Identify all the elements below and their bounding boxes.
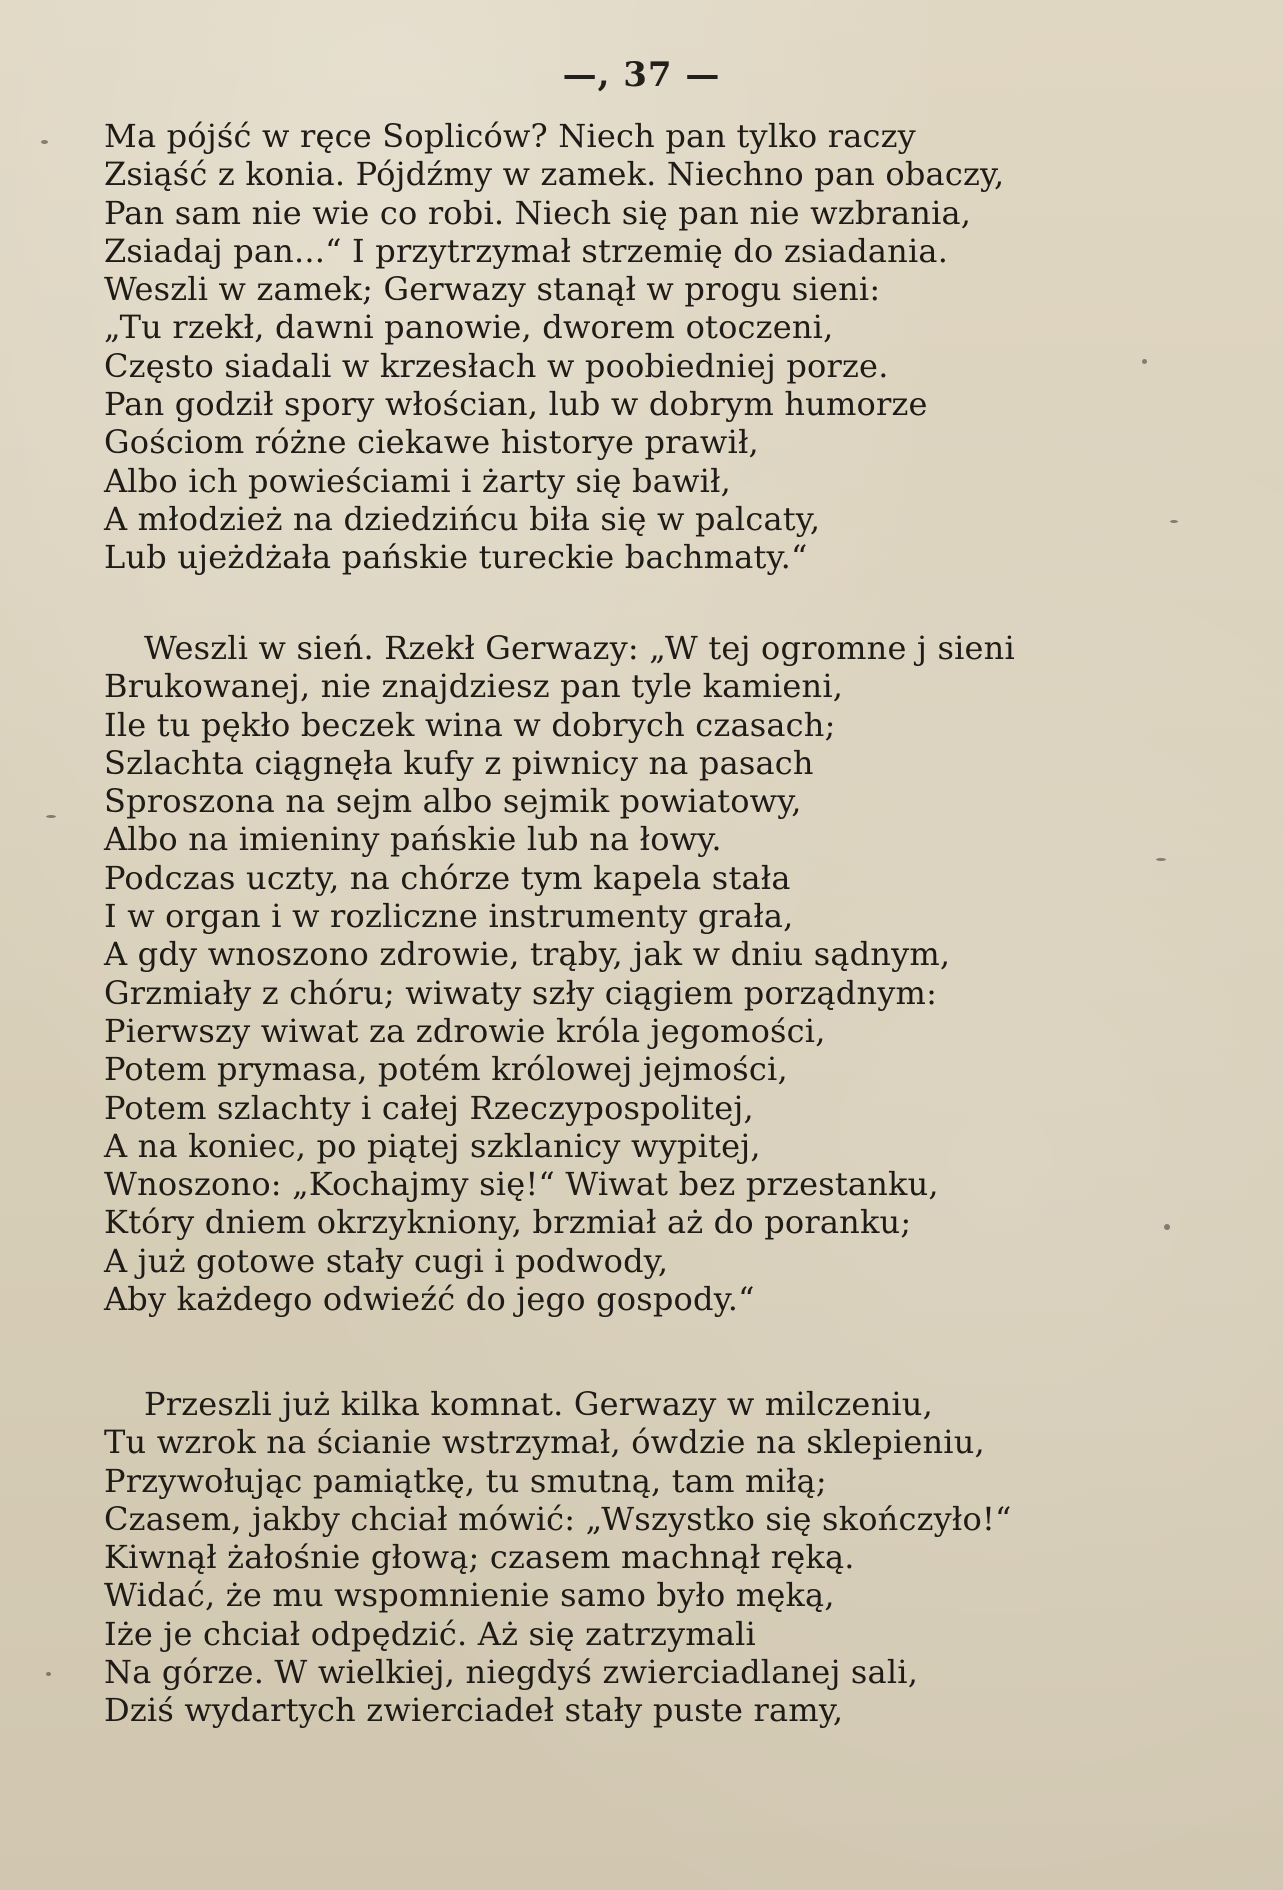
stanza-3 xyxy=(104,1385,1184,1730)
verse-line: Wnoszono: „Kochajmy się!“ Wiwat bez przestanku, xyxy=(104,1165,939,1204)
verse-line: Potem prymasa, potém królowej jejmości, xyxy=(104,1050,788,1089)
verse-line: I w organ i w rozliczne instrumenty grała, xyxy=(104,897,794,936)
ink-speck xyxy=(46,815,56,818)
verse-line: Aby każdego odwieźć do jego gospody.“ xyxy=(104,1280,755,1319)
verse-line: A na koniec, po piątej szklanicy wypitej, xyxy=(104,1126,761,1165)
stanza-1 xyxy=(104,117,1184,577)
verse-line: A gdy wnoszono zdrowie, trąby, jak w dniu sądnym, xyxy=(104,935,951,974)
verse-line: Weszli w zamek; Gerwazy stanął w progu sieni: xyxy=(104,270,881,309)
verse-line: Często siadali w krzesłach w poobiedniej porze. xyxy=(104,346,889,385)
verse-line: Czasem, jakby chciał mówić: „Wszystko się skończyło!“ xyxy=(104,1499,1012,1538)
verse-line: A młodzież na dziedzińcu biła się w palcaty, xyxy=(104,499,821,538)
verse-line: Zsiąść z konia. Pójdźmy w zamek. Niechno pan obaczy, xyxy=(104,155,1005,194)
verse-line: „Tu rzekł, dawni panowie, dworem otoczeni, xyxy=(104,308,834,347)
verse-line: Pan sam nie wie co robi. Niech się pan nie wzbrania, xyxy=(104,193,972,232)
verse-line: Weszli w sień. Rzekł Gerwazy: „W tej ogromne j sieni xyxy=(144,629,1015,667)
verse-line: Albo na imieniny pańskie lub na łowy. xyxy=(104,820,722,859)
verse-line: Tu wzrok na ścianie wstrzymał, ówdzie na sklepieniu, xyxy=(104,1423,985,1462)
verse-line: Kiwnął żałośnie głową; czasem machnął ręką. xyxy=(104,1538,855,1577)
verse-line: Pierwszy wiwat za zdrowie króla jegomości, xyxy=(104,1011,826,1050)
verse-line: Przeszli już kilka komnat. Gerwazy w milczeniu, xyxy=(144,1385,933,1423)
verse-line: Sproszona na sejm albo sejmik powiatowy, xyxy=(104,782,802,821)
verse-line: Iże je chciał odpędzić. Aż się zatrzymali xyxy=(104,1614,756,1653)
stanza-2 xyxy=(104,629,1184,1318)
verse-line: Przywołując pamiątkę, tu smutną, tam miłą; xyxy=(104,1461,827,1500)
ink-speck xyxy=(1170,520,1178,523)
verse-line: Brukowanej, nie znajdziesz pan tyle kamieni, xyxy=(104,667,844,706)
ink-speck xyxy=(1164,1224,1170,1230)
ink-speck xyxy=(1156,858,1166,861)
verse-line: Szlachta ciągnęła kufy z piwnicy na pasach xyxy=(104,743,814,782)
verse-line: Albo ich powieściami i żarty się bawił, xyxy=(104,461,731,500)
verse-line: Zsiadaj pan...“ I przytrzymał strzemię do zsiadania. xyxy=(104,231,949,270)
verse-line: Który dniem okrzykniony, brzmiał aż do poranku; xyxy=(104,1203,912,1242)
verse-line: Pan godził spory włościan, lub w dobrym humorze xyxy=(104,385,928,424)
verse-line: Widać, że mu wspomnienie samo było męką, xyxy=(104,1576,835,1615)
ink-speck xyxy=(46,1672,51,1676)
page-number-header: —, 37 — xyxy=(562,55,721,95)
verse-line: A już gotowe stały cugi i podwody, xyxy=(104,1241,669,1280)
verse-line: Gościom różne ciekawe historye prawił, xyxy=(104,423,759,462)
verse-line: Ma pójść w ręce Sopliców? Niech pan tylko raczy xyxy=(104,117,916,155)
verse-line: Podczas uczty, na chórze tym kapela stała xyxy=(104,858,791,897)
ink-speck xyxy=(41,140,48,144)
verse-line: Na górze. W wielkiej, niegdyś zwierciadlanej sali, xyxy=(104,1653,919,1692)
verse-line: Potem szlachty i całej Rzeczypospolitej, xyxy=(104,1088,754,1127)
verse-line: Ile tu pękło beczek wina w dobrych czasach; xyxy=(104,705,836,744)
verse-line: Lub ujeżdżała pańskie tureckie bachmaty.“ xyxy=(104,538,808,577)
ink-speck xyxy=(1142,359,1147,364)
verse-line: Dziś wydartych zwierciadeł stały puste ramy, xyxy=(104,1691,844,1730)
verse-line: Grzmiały z chóru; wiwaty szły ciągiem porządnym: xyxy=(104,973,938,1012)
